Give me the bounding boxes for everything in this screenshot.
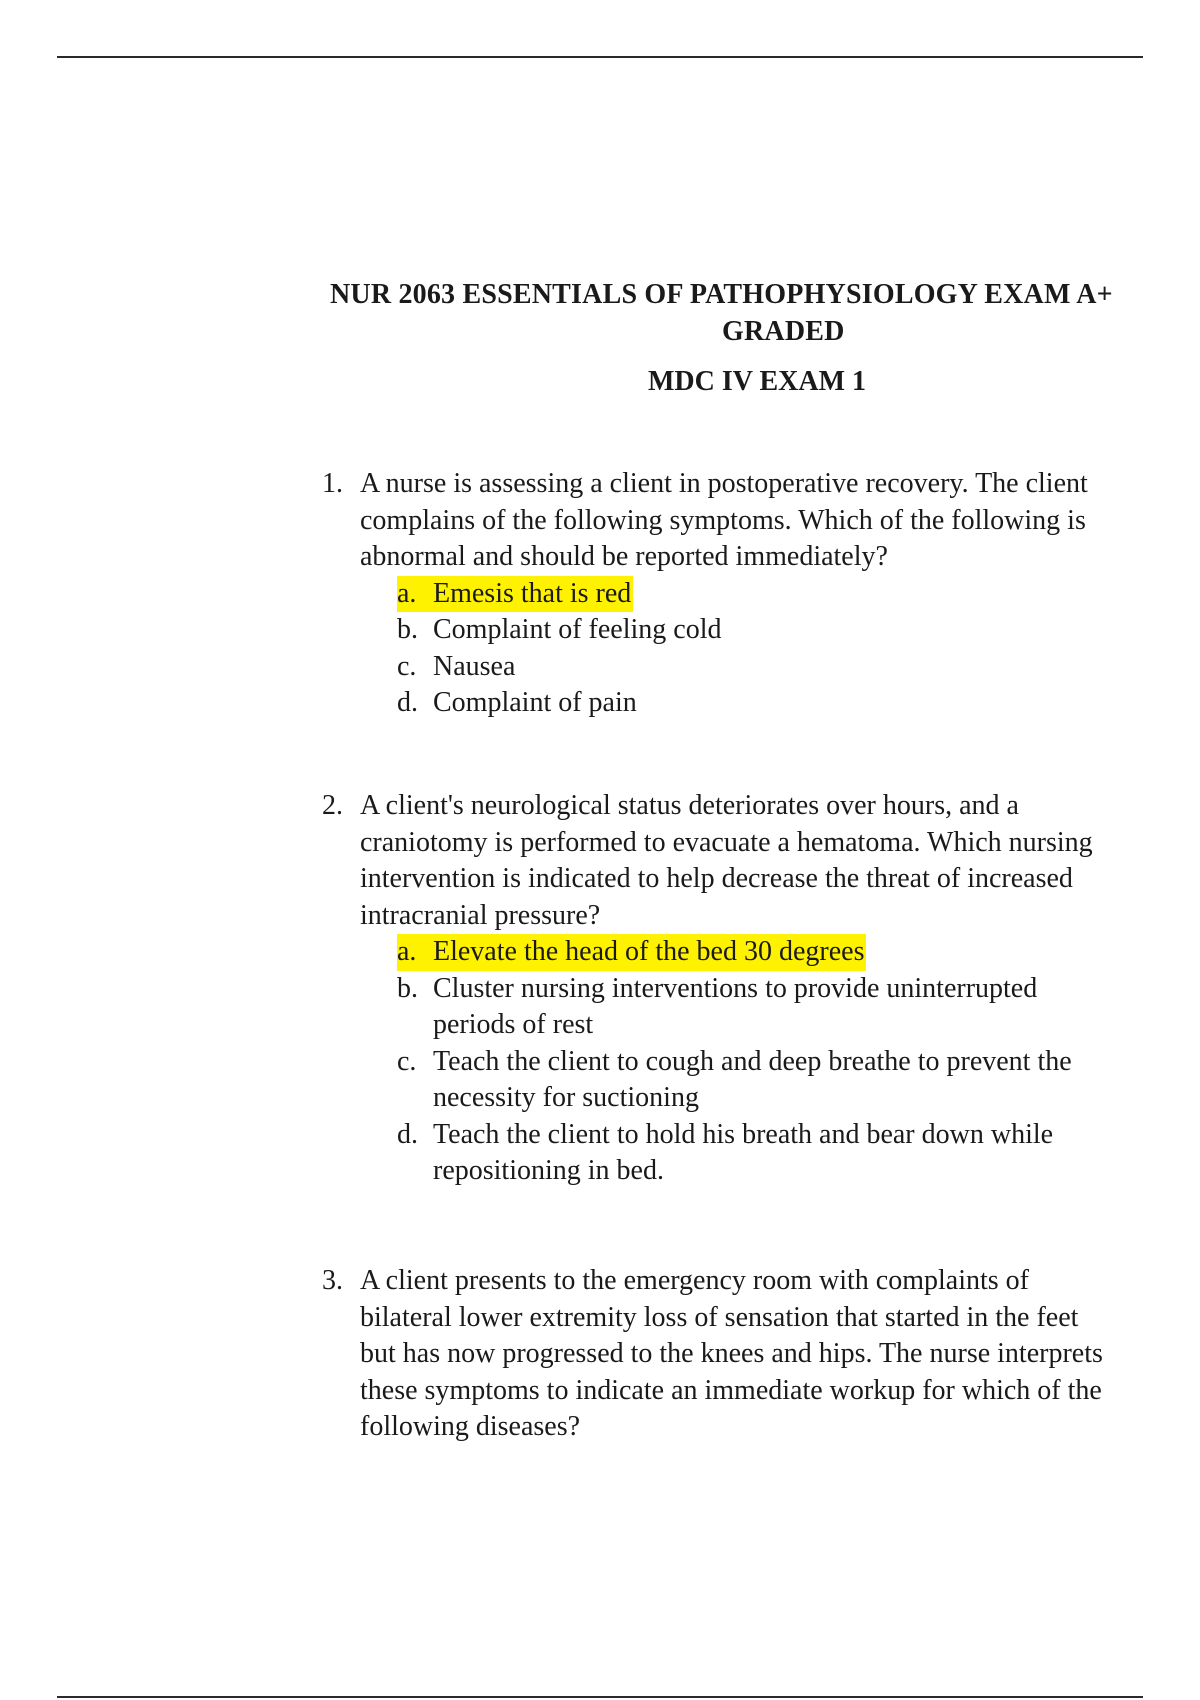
option-text: Complaint of feeling cold: [433, 614, 722, 645]
answer-option-c: [397, 649, 1200, 686]
option-text: Elevate the head of the bed 30 degrees: [433, 936, 865, 967]
option-text: Cluster nursing interventions to provide uninterrupted periods of rest: [433, 972, 1038, 1040]
question-number: 1.: [322, 468, 343, 499]
answer-options: [397, 934, 1200, 1190]
question-number: 2.: [322, 790, 343, 821]
option-letter: b.: [397, 972, 418, 1004]
question-text: A client's neurological status deteriorates over hours, and a craniotomy is performed to evacuate a hematoma. Which nursing intervention is indicated to help decrease the threat of increased intracranial pressure?: [360, 790, 1093, 931]
exam-subtitle: MDC IV EXAM 1: [648, 366, 867, 397]
option-letter: c.: [397, 650, 417, 682]
title-line-2: GRADED: [722, 316, 845, 347]
question-number: 3.: [322, 1265, 343, 1296]
option-text: Teach the client to cough and deep breathe to prevent the necessity for suctioning: [433, 1045, 1072, 1113]
option-text: Nausea: [433, 650, 516, 682]
question-1: [322, 466, 1200, 722]
option-letter: a.: [397, 577, 417, 609]
answer-option-c: [397, 1044, 1200, 1117]
answer-option-d: [397, 685, 1200, 722]
question-3: [322, 1263, 1200, 1446]
answer-option-b: [397, 612, 1200, 649]
option-text: Teach the client to hold his breath and bear down while repositioning in bed.: [433, 1118, 1054, 1186]
option-letter: a.: [397, 936, 417, 967]
option-letter: b.: [397, 614, 418, 645]
document-title: [330, 276, 1200, 347]
answer-option-a-highlighted: [397, 576, 633, 613]
question-text: A client presents to the emergency room with complaints of bilateral lower extremity loss of sensation that started in the feet but has now progressed to the knees and hips. The nurse interprets these symptoms to indicate an immediate workup for which of the following diseases?: [360, 1265, 1103, 1442]
option-letter: c.: [397, 1045, 417, 1077]
option-letter: d.: [397, 1118, 418, 1150]
top-rule: [57, 56, 1143, 58]
option-letter: d.: [397, 687, 418, 718]
question-2: [322, 788, 1200, 1190]
option-text: Complaint of pain: [433, 687, 637, 718]
answer-options: [397, 576, 1200, 722]
option-text: Emesis that is red: [433, 577, 632, 609]
question-text: A nurse is assessing a client in postoperative recovery. The client complains of the following symptoms. Which of the following is abnormal and should be reported immediately?: [360, 468, 1088, 572]
title-line-1: NUR 2063 ESSENTIALS OF PATHOPHYSIOLOGY EXAM A+: [330, 279, 1113, 310]
answer-option-b: [397, 971, 1200, 1044]
bottom-rule: [57, 1696, 1143, 1698]
answer-option-a-highlighted: [397, 934, 866, 971]
answer-option-d: [397, 1117, 1200, 1190]
